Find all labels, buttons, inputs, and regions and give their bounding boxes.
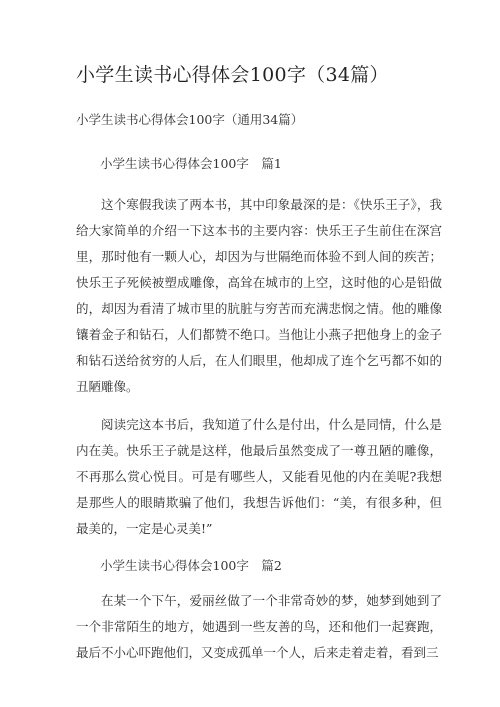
section-heading-2: 小学生读书心得体会100字 篇2 [100,558,282,573]
document-title: 小学生读书心得体会100字（34篇） [76,64,389,86]
paragraph: 阅读完这本书后，我知道了什么是付出，什么是同情，什么是内在美。快乐王子就是这样，他最后虽然变成了一尊丑陋的雕像，不再那么赏心悦目。可是有哪些人，又能看见他的内在美呢?我想是那些人的眼睛欺骗了他们，我想告诉他们：“美，有很多种，但最美的，一定是心灵美!” [76,417,442,536]
paragraph: 这个寒假我读了两本书，其中印象最深的是：《快乐王子》，我给大家简单的介绍一下这本书的主要内容：快乐王子生前住在深宫里，那时他有一颗人心，却因为与世隔绝而体验不到人间的疾苦；快乐王子死候被塑成雕像，高耸在城市的上空，这时他的心是铅做的，却因为看清了城市里的肮脏与穷苦而充满悲悯之情。他的雕像镶着金子和钻石，人们都赞不绝口。当他让小燕子把他身上的金子和钻石送给贫穷的人后，在人们眼里，他却成了连个乞丐都不如的丑陋雕像。 [76,197,442,394]
document-subtitle: 小学生读书心得体会100字（通用34篇） [76,112,304,127]
paragraph: 在某一个下午，爱丽丝做了一个非常奇妙的梦，她梦到她到了一个非常陌生的地方，她遇到一些友善的鸟，还和他们一起赛跑，最后不小心吓跑他们，又变成孤单一个人，后来走着走着，看到三 [76,593,442,660]
section-heading-1: 小学生读书心得体会100字 篇1 [100,156,282,171]
